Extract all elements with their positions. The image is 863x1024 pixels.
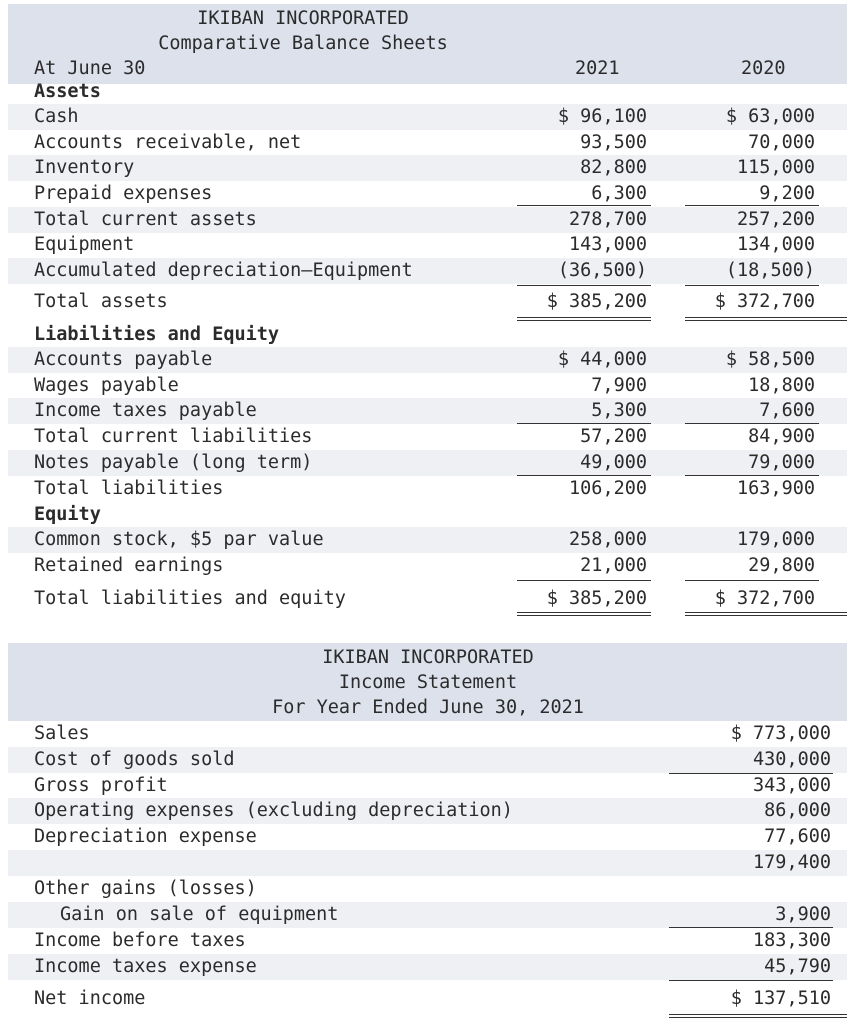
total-assets-row — [8, 289, 847, 315]
value-2021: 5,300 — [591, 400, 647, 421]
table-row — [8, 450, 847, 476]
value-2021: 258,000 — [569, 529, 647, 550]
value-2021: 49,000 — [580, 452, 647, 473]
assets-heading: Assets — [34, 81, 101, 102]
value-2020: 179,000 — [737, 529, 815, 550]
row-value: 3,900 — [775, 904, 831, 925]
value-2020: $ 63,000 — [725, 106, 815, 127]
liabilities-heading: Liabilities and Equity — [34, 324, 280, 345]
row-label: Notes payable (long term) — [34, 452, 313, 473]
table-row — [8, 773, 847, 799]
row-label: Gain on sale of equipment — [60, 904, 339, 925]
double-rule — [685, 320, 847, 321]
table-row — [8, 553, 847, 579]
table-row — [8, 928, 847, 954]
value-2020: 7,600 — [759, 400, 815, 421]
row-label: Accounts receivable, net — [34, 132, 302, 153]
value-2020: 134,000 — [737, 234, 815, 255]
table-row — [8, 824, 847, 850]
value-2020: $ 372,700 — [714, 291, 815, 312]
bs-col-2020: 2020 — [741, 58, 786, 79]
row-label: Income taxes payable — [34, 400, 257, 421]
row-label: Inventory — [34, 157, 135, 178]
equity-heading: Equity — [34, 504, 101, 525]
row-value: 179,400 — [753, 852, 831, 873]
rule — [669, 980, 833, 981]
row-label: Income before taxes — [34, 930, 246, 951]
row-label: Depreciation expense — [34, 826, 257, 847]
value-2021: $ 385,200 — [546, 588, 647, 609]
row-label: Total current liabilities — [34, 426, 313, 447]
bs-col-2021: 2021 — [575, 58, 620, 79]
bs-date-label: At June 30 — [34, 58, 146, 79]
value-2020: 163,900 — [737, 478, 815, 499]
row-value: $ 773,000 — [730, 723, 831, 744]
row-label: Wages payable — [34, 375, 179, 396]
value-2020: 9,200 — [759, 183, 815, 204]
row-label: Cost of goods sold — [34, 749, 235, 770]
income-statement-header — [8, 643, 847, 721]
table-row — [8, 721, 847, 747]
table-row — [8, 902, 847, 928]
table-row — [8, 181, 847, 207]
row-value: 343,000 — [753, 775, 831, 796]
row-label: Total liabilities — [34, 478, 224, 499]
equity-heading-row — [8, 502, 847, 528]
table-row — [8, 424, 847, 450]
row-label: Prepaid expenses — [34, 183, 213, 204]
row-value: 183,300 — [753, 930, 831, 951]
value-2021: $ 385,200 — [546, 291, 647, 312]
value-2021: 82,800 — [580, 157, 647, 178]
value-2021: 93,500 — [580, 132, 647, 153]
is-title: Income Statement — [338, 672, 518, 693]
value-2021: 7,900 — [591, 375, 647, 396]
total-liabilities-equity-row — [8, 586, 847, 612]
value-2020: 70,000 — [748, 132, 815, 153]
double-rule — [685, 612, 847, 613]
row-label: Total liabilities and equity — [34, 588, 346, 609]
value-2021: 6,300 — [591, 183, 647, 204]
double-rule — [517, 615, 651, 616]
bs-title: Comparative Balance Sheets — [158, 33, 448, 54]
table-row — [8, 258, 847, 284]
table-row — [8, 476, 847, 502]
table-row — [8, 347, 847, 373]
row-label: Operating expenses (excluding depreciation) — [34, 800, 513, 821]
table-row — [8, 398, 847, 424]
is-period: For Year Ended June 30, 2021 — [272, 697, 584, 718]
value-2021: $ 96,100 — [557, 106, 647, 127]
rule — [517, 205, 651, 206]
liab-heading-row — [8, 322, 847, 348]
double-rule — [517, 317, 651, 318]
rule — [685, 205, 819, 206]
table-row — [8, 850, 847, 876]
table-row — [8, 104, 847, 130]
value-2020: 18,800 — [748, 375, 815, 396]
row-value: 86,000 — [764, 800, 831, 821]
row-label: Other gains (losses) — [34, 878, 257, 899]
value-2021: $ 44,000 — [557, 349, 647, 370]
row-value: 45,790 — [764, 956, 831, 977]
row-label: Total current assets — [34, 209, 257, 230]
value-2020: 257,200 — [737, 209, 815, 230]
value-2021: 106,200 — [569, 478, 647, 499]
double-rule — [669, 1014, 847, 1015]
value-2020: $ 58,500 — [725, 349, 815, 370]
is-company: IKIBAN INCORPORATED — [322, 647, 534, 668]
row-label: Total assets — [34, 291, 168, 312]
row-label: Net income — [34, 988, 146, 1009]
value-2020: 29,800 — [748, 555, 815, 576]
table-row — [8, 207, 847, 233]
value-2021: 278,700 — [569, 209, 647, 230]
table-row — [8, 954, 847, 980]
row-label: Income taxes expense — [34, 956, 257, 977]
table-row — [8, 232, 847, 258]
row-value: 77,600 — [764, 826, 831, 847]
value-2020: (18,500) — [725, 260, 815, 281]
row-label: Common stock, $5 par value — [34, 529, 324, 550]
value-2020: $ 372,700 — [714, 588, 815, 609]
table-row — [8, 876, 847, 902]
table-row — [8, 798, 847, 824]
row-label: Accounts payable — [34, 349, 213, 370]
rule — [685, 580, 819, 581]
value-2020: 79,000 — [748, 452, 815, 473]
row-value: $ 137,510 — [730, 988, 831, 1009]
double-rule — [685, 317, 847, 318]
value-2021: 57,200 — [580, 426, 647, 447]
value-2021: 143,000 — [569, 234, 647, 255]
table-row — [8, 527, 847, 553]
rule — [685, 285, 819, 286]
value-2021: (36,500) — [557, 260, 647, 281]
row-label: Sales — [34, 723, 90, 744]
row-label: Retained earnings — [34, 555, 224, 576]
assets-heading-row — [8, 79, 847, 105]
rule — [517, 580, 651, 581]
double-rule — [517, 320, 651, 321]
balance-sheet-header — [8, 4, 847, 84]
row-label: Gross profit — [34, 775, 168, 796]
table-row — [8, 747, 847, 773]
table-row — [8, 155, 847, 181]
rule — [517, 285, 651, 286]
double-rule — [685, 615, 847, 616]
value-2021: 21,000 — [580, 555, 647, 576]
double-rule — [669, 1017, 847, 1018]
table-row — [8, 130, 847, 156]
net-income-row — [8, 986, 847, 1012]
table-row — [8, 373, 847, 399]
bs-company: IKIBAN INCORPORATED — [197, 8, 409, 29]
value-2020: 84,900 — [748, 426, 815, 447]
row-label: Accumulated depreciation—Equipment — [34, 260, 413, 281]
value-2020: 115,000 — [737, 157, 815, 178]
double-rule — [517, 612, 651, 613]
row-label: Cash — [34, 106, 79, 127]
row-value: 430,000 — [753, 749, 831, 770]
row-label: Equipment — [34, 234, 135, 255]
